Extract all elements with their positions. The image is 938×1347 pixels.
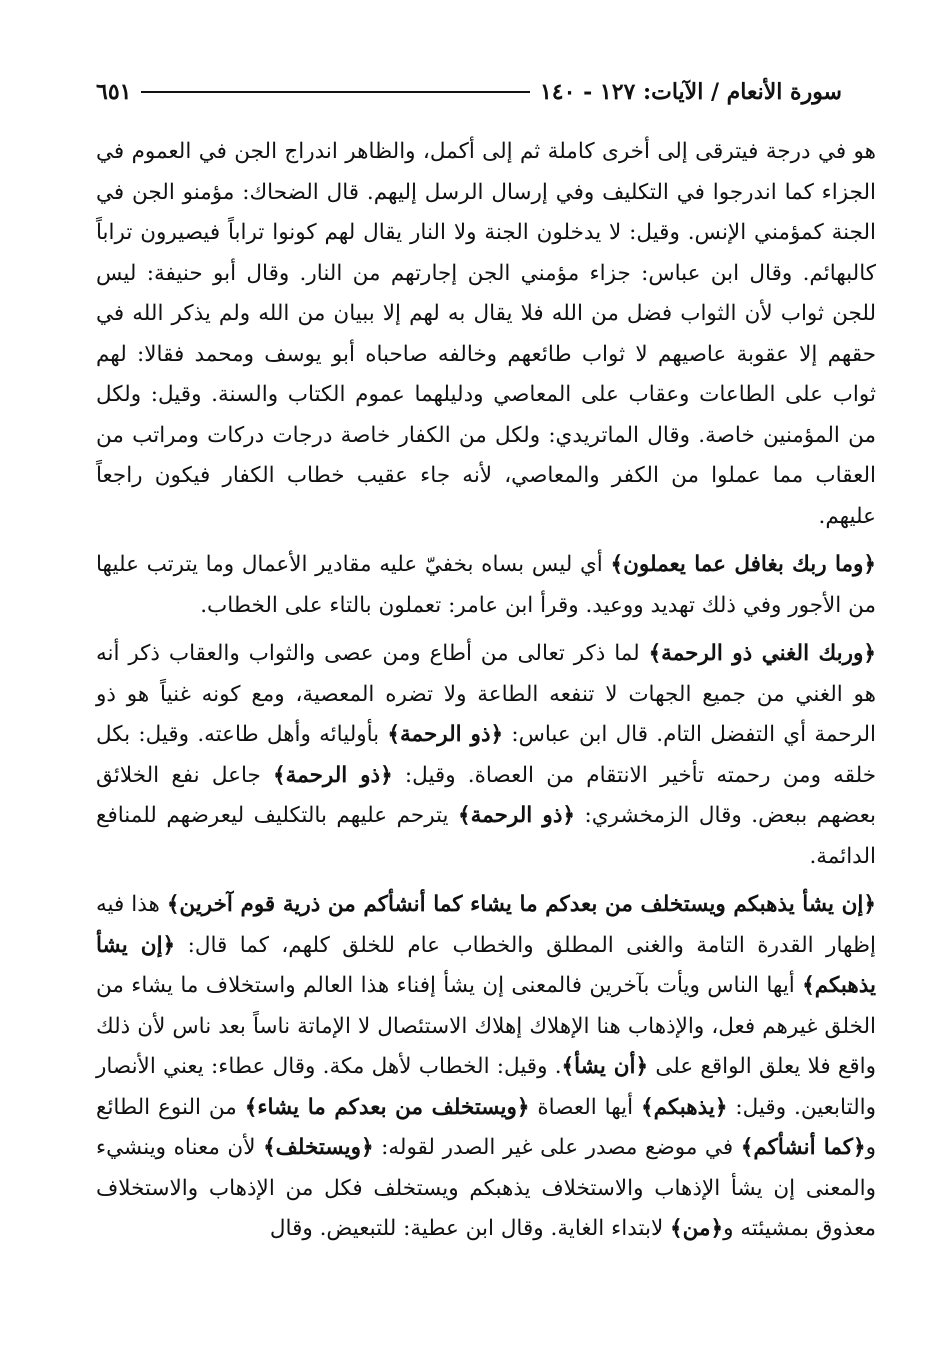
header-rule	[141, 91, 530, 93]
paragraph-text: من النوع الطائع و	[96, 1094, 876, 1160]
paragraph-text: يترحم عليهم بالتكليف ليعرضهم للمنافع الدائمة.	[96, 803, 876, 869]
paragraph	[96, 545, 876, 626]
body-text	[96, 132, 876, 1250]
paragraph-text: أيها الناس ويأت بآخرين فالمعنى إن يشأ إفناء هذا العالم واستخلاف ما يشاء من الخلق غيرهم فعل، والإذهاب هنا الإهلاك إهلاك الاستئصال لا الإماتة ناساً بعد ناس لأن ذلك واقع فلا يعلق الواقع على	[96, 973, 876, 1079]
quran-verse: ﴿ذو الرحمة﴾	[273, 762, 393, 788]
quran-verse: ﴿كما أنشأكم﴾	[740, 1135, 866, 1160]
quran-verse: ﴿من﴾	[670, 1216, 724, 1241]
quran-verse: ﴿وربك الغني ذو الرحمة﴾	[648, 641, 876, 666]
paragraph-text: أي ليس بساه بخفيّ عليه مقادير الأعمال وما يترتب عليها من الأجور وفي ذلك تهديد ووعيد. وقرأ ابن عامر: تعملون بالتاء على الخطاب.	[96, 552, 876, 618]
page-number: ٦٥١	[96, 79, 132, 105]
quran-verse: ﴿وما ربك بغافل عما يعملون﴾	[610, 552, 876, 577]
paragraph-text: جاعل نفع الخلائق بعضهم ببعض. وقال الزمخشري:	[96, 762, 876, 828]
quran-verse: ﴿إن يشأ يذهبكم ويستخلف من بعدكم ما يشاء كما أنشأكم من ذرية قوم آخرين﴾	[166, 892, 876, 917]
quran-verse: ﴿ويستخلف من بعدكم ما يشاء﴾	[244, 1094, 530, 1120]
paragraph-text: . وقيل: الخطاب لأهل مكة. وقال عطاء: يعني الأنصار والتابعين. وقيل:	[96, 1054, 876, 1120]
paragraph	[96, 885, 876, 1250]
quran-verse: ﴿يذهبكم﴾	[641, 1094, 728, 1120]
paragraph-text: بأوليائه وأهل طاعته. وقيل: بكل خلقه ومن رحمته تأخير الانتقام من العصاة. وقيل:	[96, 722, 876, 788]
paragraph-text: لأن معناه وينشيء والمعنى إن يشأ الإذهاب والاستخلاف يذهبكم ويستخلف فكل من الإذهاب والاستخلاف معذوق بمشيئته و	[96, 1135, 876, 1241]
running-head-title: سورة الأنعام / الآيات: ١٢٧ - ١٤٠	[539, 79, 842, 105]
quran-verse: ﴿إن يشأ يذهبكم﴾	[96, 932, 876, 998]
paragraph	[96, 132, 876, 537]
paragraph-text: أيها العصاة	[529, 1094, 641, 1120]
running-head	[96, 72, 842, 112]
quran-verse: ﴿أن يشأ﴾	[561, 1054, 649, 1079]
quran-verse: ﴿ذو الرحمة﴾	[458, 803, 575, 828]
quran-verse: ﴿ويستخلف﴾	[263, 1135, 374, 1160]
paragraph-text: هو في درجة فيترقى إلى أخرى كاملة ثم إلى أكمل، والظاهر اندراج الجن في العموم في الجزاء كما اندرجوا في التكليف وفي إرسال الرسل إليهم. قال الضحاك: مؤمنو الجن في الجنة كمؤمني الإنس. وقيل: لا يدخلون الجنة ولا النار يقال لهم كونوا تراباً فيصيرون تراباً كالبهائم. وقال ابن عباس: جزاء مؤمني الجن إجارتهم من النار. وقال أبو حنيفة: ليس للجن ثواب لأن الثواب فضل من الله فلا يقال به لهم إلا ببيان من الله ولم يذكر الله في حقهم إلا عقوبة عاصيهم لا ثواب طائعهم وخالفه صاحباه أبو يوسف ومحمد فقالا: لهم ثواب على الطاعات وعقاب على المعاصي ودليلهما عموم الكتاب والسنة. وقيل: ولكل من المؤمنين خاصة. وقال الماتريدي: ولكل من الكفار خاصة درجات دركات ومراتب من العقاب مما عملوا من الكفر والمعاصي، لأنه جاء عقيب خطاب الكفار فيكون راجعاً عليهم.	[96, 139, 876, 529]
paragraph-text: لابتداء الغاية. وقال ابن عطية: للتبعيض. وقال	[269, 1216, 671, 1241]
paragraph-text: هذا فيه إظهار القدرة التامة والغنى المطلق والخطاب عام للخلق كلهم، كما قال:	[96, 892, 876, 958]
quran-verse: ﴿ذو الرحمة﴾	[387, 722, 504, 747]
paragraph-text: لما ذكر تعالى من أطاع ومن عصى والثواب والعقاب ذكر أنه هو الغني من جميع الجهات لا تنفعه الطاعة ولا تضره المعصية، ومع كونه غنياً هو ذو الرحمة أي التفضل التام. قال ابن عباس:	[96, 641, 876, 747]
paragraph-text: في موضع مصدر على غير الصدر لقوله:	[373, 1135, 741, 1160]
paragraph	[96, 634, 876, 877]
